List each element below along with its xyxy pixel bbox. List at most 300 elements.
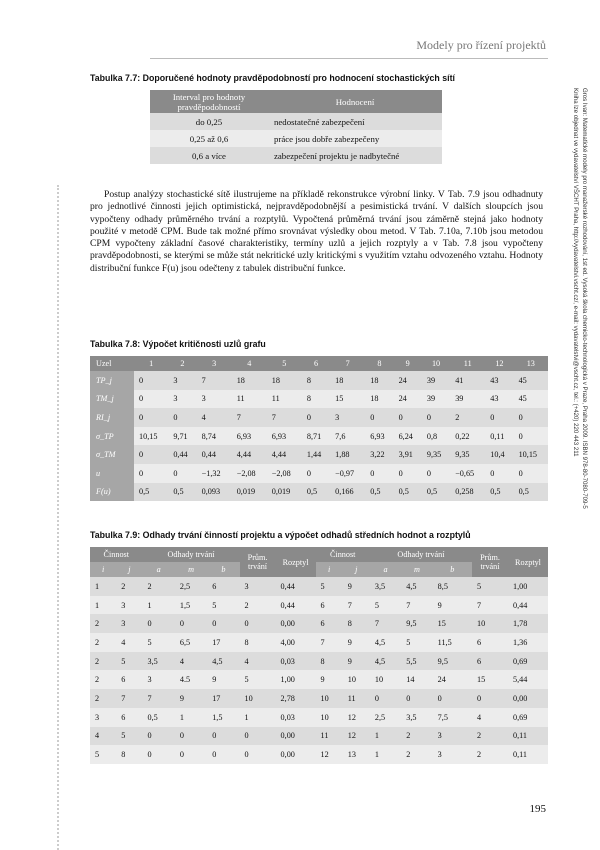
row-label: u	[90, 464, 134, 483]
table-cell: 24	[394, 371, 422, 390]
table-row	[150, 130, 442, 147]
table-row	[90, 689, 548, 708]
table-cell: 0,00	[508, 689, 548, 708]
table-cell: 0,44	[276, 596, 316, 615]
table-cell: 0	[175, 614, 207, 633]
table-cell: 15	[330, 390, 365, 409]
table-cell: 9,35	[450, 445, 485, 464]
table-cell: −2,08	[267, 464, 302, 483]
table-cell: 0	[422, 464, 450, 483]
table-cell: 12	[316, 745, 343, 764]
table-cell: 8	[302, 371, 330, 390]
table-cell: 39	[422, 390, 450, 409]
table-header: 1	[134, 356, 168, 371]
table-cell: 0,11	[508, 727, 548, 746]
table-cell: 3	[433, 745, 472, 764]
table-cell: 0,5	[134, 483, 168, 502]
table-header: Rozptyl	[276, 547, 316, 577]
table-cell: 0	[472, 689, 508, 708]
table-header: 5	[267, 356, 302, 371]
table-row	[90, 708, 548, 727]
table-cell: 3	[168, 371, 196, 390]
table-cell: 6,93	[267, 427, 302, 446]
table-cell: 0	[143, 727, 175, 746]
table-cell: 9	[433, 596, 472, 615]
table-cell: 6	[472, 652, 508, 671]
table-cell: 4	[175, 652, 207, 671]
side-note	[571, 88, 589, 668]
table-header: Prům. trvání	[472, 547, 508, 577]
table-header: Prům. trvání	[240, 547, 276, 577]
table-cell: 0,44	[276, 577, 316, 596]
table-cell: 4	[197, 408, 232, 427]
table-cell: 0,00	[276, 727, 316, 746]
table-cell: 0,019	[232, 483, 267, 502]
table-cell: −0,65	[450, 464, 485, 483]
table-cell: 5	[316, 577, 343, 596]
table-cell: 11	[267, 390, 302, 409]
table-cell: 3	[197, 390, 232, 409]
table-cell: 6	[472, 633, 508, 652]
table-cell: 0,5	[143, 708, 175, 727]
table-cell: 0	[134, 408, 168, 427]
table-cell: 8	[302, 390, 330, 409]
table-cell: 4,5	[401, 577, 432, 596]
table-cell: 9	[316, 670, 343, 689]
table-cell: 7	[316, 633, 343, 652]
table-cell: 2	[90, 689, 116, 708]
table-cell: 7	[267, 408, 302, 427]
table-cell: 1,36	[508, 633, 548, 652]
table-cell: 5,44	[508, 670, 548, 689]
table-cell: 15	[433, 614, 472, 633]
table-cell: 45	[514, 390, 548, 409]
table-cell: 6,93	[365, 427, 393, 446]
table-cell: 0,019	[267, 483, 302, 502]
table-cell: 0	[514, 427, 548, 446]
table-cell: 1	[143, 596, 175, 615]
table-cell: 2	[90, 670, 116, 689]
table-header: Uzel	[90, 356, 134, 371]
table-cell: 0	[168, 408, 196, 427]
side-note-line: Gros Ivan: Matematické modely pro manažerské rozhodování, 1st ed. Vysoká škola chemicko-technologická v Praze, Praha 2009. ISBN 978-80-7080-709-5	[581, 88, 588, 509]
table-cell: 0,00	[276, 745, 316, 764]
table-cell: 2	[143, 577, 175, 596]
table-cell: 15	[472, 670, 508, 689]
table-cell: 8	[240, 633, 276, 652]
table-cell: 0	[485, 464, 513, 483]
table-cell: 4,44	[267, 445, 302, 464]
table-row	[90, 390, 548, 409]
table-header: Činnost	[90, 547, 143, 562]
table-cell: 6,5	[175, 633, 207, 652]
table-cell: 0,5	[485, 483, 513, 502]
table-row	[90, 727, 548, 746]
table-cell: 10	[370, 670, 401, 689]
table-cell: 0,5	[168, 483, 196, 502]
table-cell: 14	[401, 670, 432, 689]
table-header: 2	[168, 356, 196, 371]
table-cell: 2	[90, 652, 116, 671]
table-cell: −1,32	[197, 464, 232, 483]
table-subheader: i	[90, 562, 116, 577]
table-cell: 11	[232, 390, 267, 409]
table-cell: 6	[207, 577, 239, 596]
table-cell: 0	[394, 464, 422, 483]
table-cell: 0,8	[422, 427, 450, 446]
table-cell: 6,24	[394, 427, 422, 446]
table-cell: 7	[116, 689, 142, 708]
table-cell: 1,00	[508, 577, 548, 596]
table-cell: 0	[240, 727, 276, 746]
table-header: 7	[330, 356, 365, 371]
table-cell: 4,00	[276, 633, 316, 652]
table-cell: 1,88	[330, 445, 365, 464]
table-cell: 0,69	[508, 652, 548, 671]
table-cell: 8	[316, 652, 343, 671]
table-row	[150, 113, 442, 130]
table-cell: 3	[143, 670, 175, 689]
table-cell: 10	[343, 670, 370, 689]
table-cell: 0,00	[276, 614, 316, 633]
table-cell: 0,69	[508, 708, 548, 727]
table-cell: 8,5	[433, 577, 472, 596]
table-7-9-caption: Tabulka 7.9: Odhady trvání činností projektu a výpočet odhadů středních hodnot a rozptylů	[90, 530, 471, 540]
table-cell: práce jsou dobře zabezpečeny	[268, 130, 442, 147]
table-cell: 9,5	[401, 614, 432, 633]
table-header: 6	[302, 356, 330, 371]
table-header: Rozptyl	[508, 547, 548, 577]
table-cell: 4,5	[370, 652, 401, 671]
table-cell: 3	[330, 408, 365, 427]
table-cell: 45	[514, 371, 548, 390]
table-cell: 9	[343, 633, 370, 652]
table-cell: 1	[90, 596, 116, 615]
table-cell: 3,5	[401, 708, 432, 727]
table-row	[90, 427, 548, 446]
table-cell: 4,44	[232, 445, 267, 464]
table-cell: 5	[401, 633, 432, 652]
table-cell: 4.5	[175, 670, 207, 689]
table-cell: 10,15	[134, 427, 168, 446]
table-cell: 0,258	[450, 483, 485, 502]
table-cell: 0,22	[450, 427, 485, 446]
table-cell: 1	[370, 727, 401, 746]
table-cell: 4	[90, 727, 116, 746]
table-row	[90, 408, 548, 427]
table-cell: 0	[240, 745, 276, 764]
table-cell: 3	[90, 708, 116, 727]
table-cell: 5	[207, 596, 239, 615]
row-label: TP_j	[90, 371, 134, 390]
table-cell: 9	[343, 577, 370, 596]
table-cell: 0,5	[394, 483, 422, 502]
table-cell: 10,4	[485, 445, 513, 464]
table-cell: 10,15	[514, 445, 548, 464]
table-cell: 2	[240, 596, 276, 615]
table-cell: 4	[472, 708, 508, 727]
table-cell: 0,11	[485, 427, 513, 446]
table-cell: 7	[197, 371, 232, 390]
table-cell: 6	[316, 596, 343, 615]
table-cell: 11	[316, 727, 343, 746]
table-cell: 0	[422, 408, 450, 427]
table-7-8	[90, 356, 548, 501]
table-header: Hodnocení	[268, 90, 442, 113]
table-cell: 0	[514, 408, 548, 427]
running-head: Modely pro řízení projektů	[416, 38, 546, 52]
table-cell: 0,093	[197, 483, 232, 502]
table-cell: 10	[472, 614, 508, 633]
table-cell: 0,166	[330, 483, 365, 502]
table-cell: 11	[343, 689, 370, 708]
table-7-8-caption: Tabulka 7.8: Výpočet kritičnosti uzlů grafu	[90, 339, 266, 349]
table-row	[90, 652, 548, 671]
table-cell: 5	[90, 745, 116, 764]
table-cell: 1,78	[508, 614, 548, 633]
table-row	[150, 147, 442, 164]
table-cell: 7,6	[330, 427, 365, 446]
body-paragraph: Postup analýzy stochastické sítě ilustrujeme na příkladě rekonstrukce výrobní linky. V Tab. 7.9 jsou odhadnuty pro jednotlivé činnosti jejich optimistická, nejpravděpodobnější a pesimistická trvání. V dalších sloupcích jsou vypočteny odhady průměrného trvání a rozptylů. Vypočtená průměrná trvání jsou záměrně stejná jako hodnoty použité v metodě CPM. Bude tak možné přímo srovnávat výsledky obou metod. V Tab. 7.10a, 7.10b jsou metodou CPM vypočteny základní časové charakteristiky, termíny uzlů a jejich rozptyly a v Tab. 7.8 jsou vypočteny pravděpodobnosti, se kterými se může stát nekritické uzly kritickými s využitím vztahu odvozeného vztahu. Hodnoty distribuční funkce F(u) jsou odečteny z tabulek distribuční funkce.	[90, 189, 543, 274]
table-cell: 7	[343, 596, 370, 615]
table-row	[90, 464, 548, 483]
table-cell: 0,5	[302, 483, 330, 502]
table-cell: 12	[343, 708, 370, 727]
table-cell: 0,25 až 0,6	[150, 130, 268, 147]
table-cell: 4,5	[370, 633, 401, 652]
table-row	[90, 745, 548, 764]
table-cell: 10	[240, 689, 276, 708]
table-cell: 3,22	[365, 445, 393, 464]
table-header: 13	[514, 356, 548, 371]
table-cell: 39	[422, 371, 450, 390]
table-subheader: j	[343, 562, 370, 577]
table-cell: 2,5	[370, 708, 401, 727]
table-7-7-caption: Tabulka 7.7: Doporučené hodnoty pravděpodobností pro hodnocení stochastických sítí	[90, 73, 455, 83]
table-cell: 0,44	[197, 445, 232, 464]
table-cell: 0	[514, 464, 548, 483]
table-cell: 18	[365, 390, 393, 409]
table-header: 8	[365, 356, 393, 371]
table-subheader: b	[433, 562, 472, 577]
table-cell: 1	[175, 708, 207, 727]
table-cell: 9,5	[433, 652, 472, 671]
table-cell: 2	[90, 633, 116, 652]
table-cell: 0	[394, 408, 422, 427]
table-cell: do 0,25	[150, 113, 268, 130]
table-header: Odhady trvání	[143, 547, 240, 562]
table-cell: 41	[450, 371, 485, 390]
table-cell: 9	[175, 689, 207, 708]
table-cell: 0	[168, 464, 196, 483]
table-cell: 0	[401, 689, 432, 708]
table-cell: 0	[143, 614, 175, 633]
table-cell: 0	[207, 614, 239, 633]
table-cell: 5,5	[401, 652, 432, 671]
table-cell: 1	[240, 708, 276, 727]
table-cell: 8	[343, 614, 370, 633]
table-cell: 3,5	[370, 577, 401, 596]
table-cell: 24	[394, 390, 422, 409]
table-cell: 10	[316, 689, 343, 708]
table-row	[90, 577, 548, 596]
table-cell: 1,00	[276, 670, 316, 689]
side-note-line: Kniha lze objednat ve vydavatelství VŠCHT Praha, http://vydavatelstvi.vscht.cz/, e-mail: vydavatelstvi@vscht.cz, tel.: (+420) 220 443 211	[572, 88, 579, 457]
table-header: 4	[232, 356, 267, 371]
table-cell: 43	[485, 371, 513, 390]
table-cell: 3	[240, 577, 276, 596]
header-rule	[150, 58, 548, 59]
table-row	[90, 670, 548, 689]
table-cell: 0	[302, 408, 330, 427]
table-cell: 0	[365, 408, 393, 427]
table-row	[90, 371, 548, 390]
row-label: σ_TP	[90, 427, 134, 446]
table-cell: 18	[330, 371, 365, 390]
table-header: Odhady trvání	[370, 547, 472, 562]
table-cell: 0	[433, 689, 472, 708]
table-cell: 5	[116, 727, 142, 746]
table-cell: 0,03	[276, 652, 316, 671]
table-cell: 24	[433, 670, 472, 689]
table-cell: 0	[175, 745, 207, 764]
table-7-7	[150, 90, 442, 164]
table-cell: 17	[207, 689, 239, 708]
table-cell: 5	[370, 596, 401, 615]
table-row	[90, 633, 548, 652]
table-cell: 0,44	[508, 596, 548, 615]
table-cell: 0,6 a více	[150, 147, 268, 164]
table-cell: 3,91	[394, 445, 422, 464]
table-cell: 0,03	[276, 708, 316, 727]
table-cell: 0	[175, 727, 207, 746]
table-cell: 0	[134, 390, 168, 409]
table-cell: 9	[343, 652, 370, 671]
table-cell: 0	[485, 408, 513, 427]
table-header: 3	[197, 356, 232, 371]
table-subheader: b	[207, 562, 239, 577]
table-cell: 1,5	[207, 708, 239, 727]
table-cell: 5	[472, 577, 508, 596]
table-cell: zabezpečení projektu je nadbytečné	[268, 147, 442, 164]
table-subheader: i	[316, 562, 343, 577]
table-cell: 0	[207, 745, 239, 764]
table-cell: −2,08	[232, 464, 267, 483]
table-header: Činnost	[316, 547, 370, 562]
table-cell: 17	[207, 633, 239, 652]
table-cell: 2	[401, 745, 432, 764]
table-cell: 0	[134, 464, 168, 483]
table-header: 10	[422, 356, 450, 371]
table-cell: 7	[472, 596, 508, 615]
table-cell: 18	[365, 371, 393, 390]
table-row	[90, 445, 548, 464]
table-cell: 8	[116, 745, 142, 764]
table-subheader: j	[116, 562, 142, 577]
table-subheader: a	[370, 562, 401, 577]
table-cell: 2	[472, 727, 508, 746]
table-subheader: a	[143, 562, 175, 577]
table-header: 12	[485, 356, 513, 371]
table-cell: 0	[207, 727, 239, 746]
table-cell: 8,71	[302, 427, 330, 446]
table-row	[90, 483, 548, 502]
row-label: RI_j	[90, 408, 134, 427]
table-cell: 6	[316, 614, 343, 633]
table-cell: 3	[116, 614, 142, 633]
row-label: F(u)	[90, 483, 134, 502]
table-header: Interval pro hodnoty pravděpodobností	[150, 90, 268, 113]
table-cell: 9,35	[422, 445, 450, 464]
table-cell: 43	[485, 390, 513, 409]
table-cell: 0,5	[422, 483, 450, 502]
table-cell: 10	[316, 708, 343, 727]
table-cell: 5	[143, 633, 175, 652]
table-cell: 0,5	[514, 483, 548, 502]
table-cell: 2	[401, 727, 432, 746]
table-row	[90, 614, 548, 633]
table-cell: 3	[168, 390, 196, 409]
table-subheader: m	[175, 562, 207, 577]
table-cell: 6,93	[232, 427, 267, 446]
table-cell: 3,5	[143, 652, 175, 671]
table-cell: 0	[365, 464, 393, 483]
margin-dotted-line	[57, 185, 59, 850]
table-cell: 7,5	[433, 708, 472, 727]
table-cell: 1,5	[175, 596, 207, 615]
table-cell: 13	[343, 745, 370, 764]
table-cell: 0	[134, 445, 168, 464]
table-cell: 6	[116, 670, 142, 689]
table-cell: 0	[370, 689, 401, 708]
page-number: 195	[529, 803, 546, 815]
table-subheader: m	[401, 562, 432, 577]
table-cell: 12	[343, 727, 370, 746]
table-cell: 4	[116, 633, 142, 652]
table-cell: 5	[116, 652, 142, 671]
table-cell: 0	[240, 614, 276, 633]
table-cell: 8,74	[197, 427, 232, 446]
table-cell: 5	[240, 670, 276, 689]
table-cell: 1	[370, 745, 401, 764]
row-label: TM_j	[90, 390, 134, 409]
table-cell: 2	[472, 745, 508, 764]
table-cell: 6	[116, 708, 142, 727]
table-cell: 0	[134, 371, 168, 390]
table-cell: 2	[450, 408, 485, 427]
table-cell: 7	[232, 408, 267, 427]
table-cell: 3	[116, 596, 142, 615]
table-7-9	[90, 547, 548, 764]
table-cell: 0,5	[365, 483, 393, 502]
table-cell: 2,5	[175, 577, 207, 596]
table-cell: 39	[450, 390, 485, 409]
table-cell: 2	[90, 614, 116, 633]
table-cell: 1	[90, 577, 116, 596]
table-cell: 2,78	[276, 689, 316, 708]
table-cell: 7	[370, 614, 401, 633]
row-label: σ_TM	[90, 445, 134, 464]
table-cell: 9	[207, 670, 239, 689]
table-header: 9	[394, 356, 422, 371]
table-cell: 18	[232, 371, 267, 390]
table-row	[90, 596, 548, 615]
table-cell: 7	[401, 596, 432, 615]
table-cell: 18	[267, 371, 302, 390]
table-cell: 7	[143, 689, 175, 708]
table-cell: 9,71	[168, 427, 196, 446]
table-cell: 0,11	[508, 745, 548, 764]
